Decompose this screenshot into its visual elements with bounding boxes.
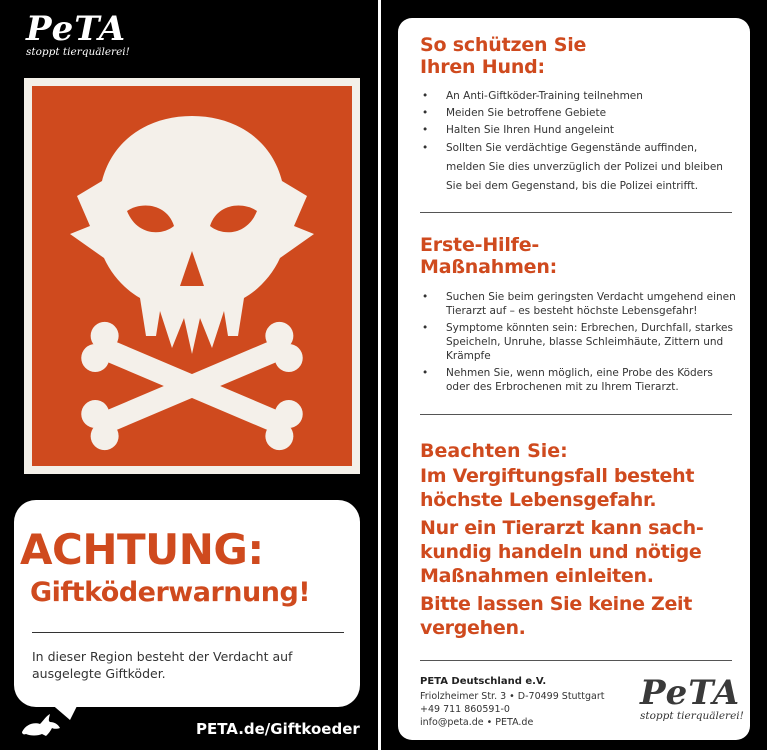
section-divider [420,660,732,661]
section-protect-title-line2: Ihren Hund: [420,56,545,78]
notice-line: Nur ein Tierarzt kann sach- [420,517,704,539]
notice-title: Beachten Sie: [420,440,568,462]
logo-wordmark: PeTA [26,9,127,49]
logo-tagline: stoppt tierquälerei! [640,710,744,722]
peta-logo [26,9,130,58]
footer-address: Friolzheimer Str. 3 • D-70499 Stuttgart [420,691,605,702]
rabbit-icon [20,712,62,738]
notice-line: Bitte lassen Sie keine Zeit [420,593,693,615]
footer-contact[interactable]: info@peta.de • PETA.de [420,717,534,728]
notice-line: vergehen. [420,617,526,639]
campaign-url[interactable]: PETA.de/Giftkoeder [196,720,360,738]
skull-and-crossbones-icon [32,86,352,466]
section-protect-title-line1: So schützen Sie [420,34,587,56]
list-item: • Suchen Sie beim geringsten Verdacht umgehend einen Tierarzt auf – es besteht höchste Lebensgefahr! [420,290,736,318]
notice-line: Maßnahmen einleiten. [420,565,654,587]
footer-phone: +49 711 860591-0 [420,704,510,715]
list-item: • An Anti-Giftköder-Training teilnehmen [420,88,730,105]
bubble-divider [32,632,344,633]
list-item: • Sollten Sie verdächtige Gegenstände auffinden, melden Sie dies unverzüglich der Polizei und bleiben Sie bei dem Gegenstand, bis die Polizei eintrifft. [420,139,730,196]
section-divider [420,414,732,415]
notice-line: höchste Lebensgefahr. [420,489,657,511]
logo-wordmark: PeTA [640,673,741,713]
section-protect-title [420,34,586,78]
list-item: • Halten Sie Ihren Hund angeleint [420,122,730,139]
firstaid-list [420,290,736,394]
section-divider [420,212,732,213]
warning-subheadline: Giftköderwarnung! [30,577,311,608]
list-item: • Nehmen Sie, wenn möglich, eine Probe des Köders oder des Erbrochenen mit zu Ihrem Tierarzt. [420,366,736,394]
section-firstaid-title [420,234,557,278]
section-firstaid-title-line2: Maßnahmen: [420,256,558,278]
protect-list [420,88,730,196]
warning-headline: ACHTUNG: [20,525,264,574]
footer-org-name: PETA Deutschland e.V. [420,676,547,687]
list-item: • Meiden Sie betroffene Gebiete [420,105,730,122]
warning-body-text: In dieser Region besteht der Verdacht auf ausgelegte Giftköder. [32,649,293,681]
section-firstaid-title-line1: Erste-Hilfe- [420,234,540,256]
notice-line: Im Vergiftungsfall besteht [420,465,695,487]
notice-line: kundig handeln und nötige [420,541,702,563]
skull-warning-illustration [24,78,360,474]
peta-logo-footer [640,673,744,722]
list-item: • Symptome könnten sein: Erbrechen, Durchfall, starkes Speicheln, Unruhe, blasse Schleimhäute, Zittern und Krämpfe [420,321,736,363]
logo-tagline: stoppt tierquälerei! [26,46,130,58]
